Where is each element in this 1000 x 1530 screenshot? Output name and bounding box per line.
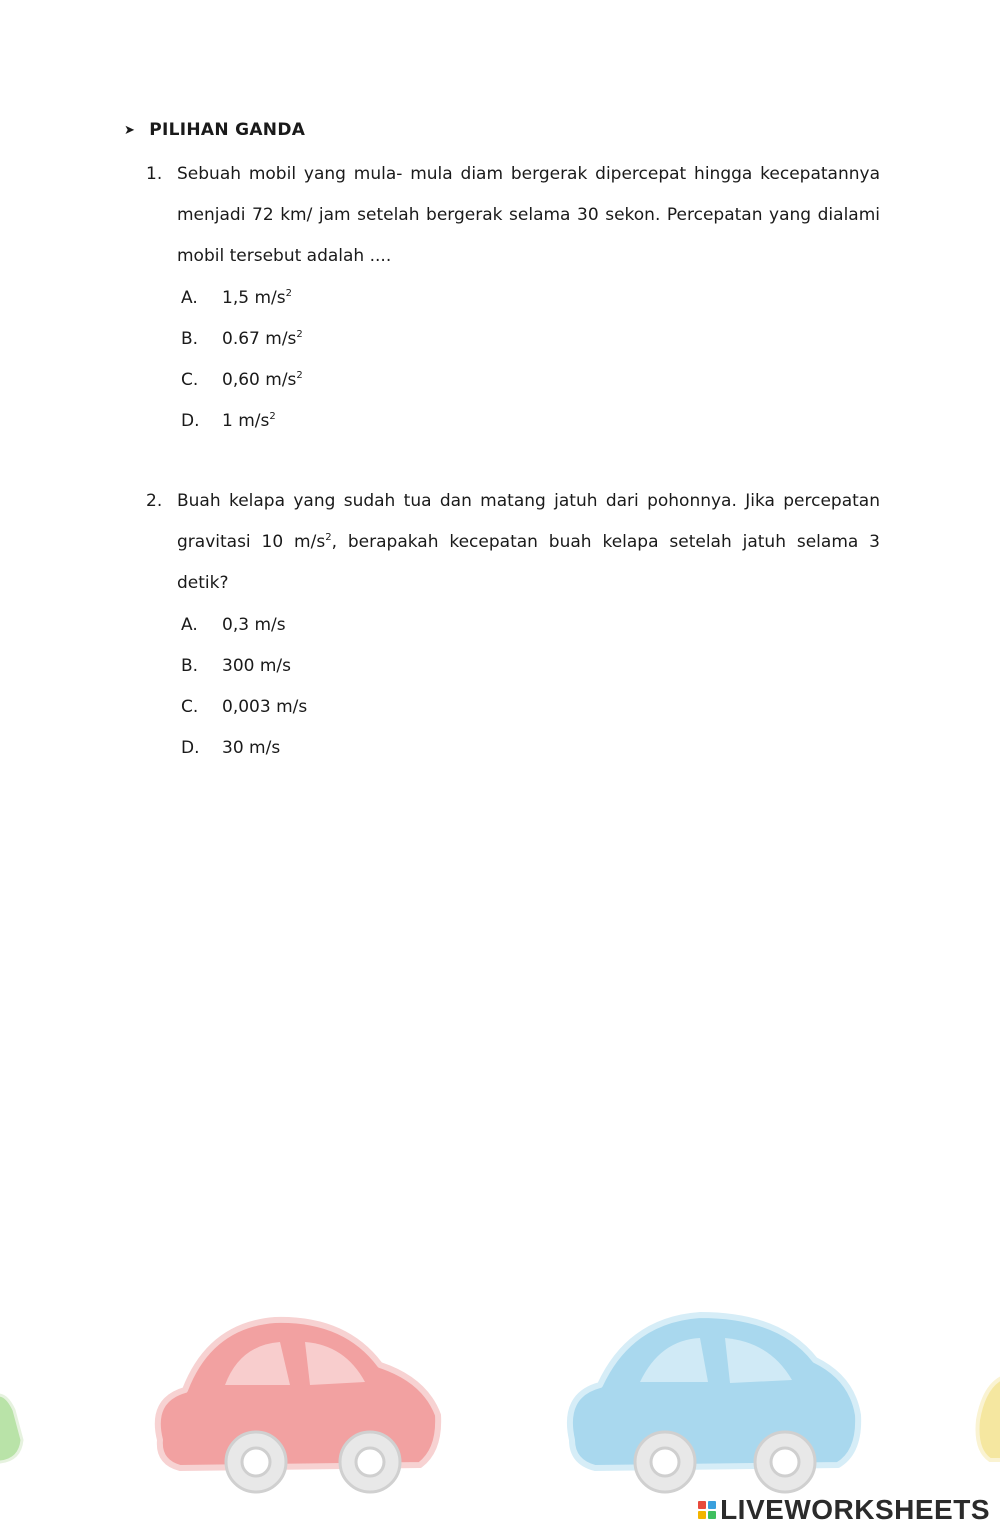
option-c[interactable] — [181, 359, 880, 400]
option-letter: C. — [181, 696, 199, 717]
option-d[interactable] — [181, 400, 880, 441]
liveworksheets-brand — [698, 1494, 990, 1526]
option-letter: D. — [181, 410, 200, 431]
section-title-text: PILIHAN GANDA — [149, 120, 306, 140]
option-letter: A. — [181, 614, 198, 635]
option-letter: D. — [181, 737, 200, 758]
question-number: 1. — [146, 164, 163, 184]
option-a[interactable] — [181, 604, 880, 645]
option-text: 0,003 m/s — [222, 696, 308, 717]
green-car-icon — [0, 1395, 22, 1462]
question-number: 2. — [146, 491, 163, 511]
red-car-icon — [158, 1320, 438, 1492]
yellow-car-icon — [978, 1375, 1000, 1460]
arrowhead-bullet-icon: ➤ — [124, 122, 136, 138]
question-text: Sebuah mobil yang mula- mula diam bergerak dipercepat hingga kecepatannya menjadi 72 km/ jam setelah bergerak selama 30 sekon. Percepatan yang dialami mobil tersebut adalah .... — [177, 164, 880, 266]
option-d[interactable] — [181, 727, 880, 768]
option-text: 30 m/s — [222, 737, 281, 758]
option-b[interactable] — [181, 318, 880, 359]
option-text: 1 $m/s^2$ — [222, 410, 276, 431]
liveworksheets-logo-icon — [698, 1501, 716, 1519]
option-text: 300 m/s — [222, 655, 291, 676]
option-c[interactable] — [181, 686, 880, 727]
option-a[interactable] — [181, 277, 880, 318]
answer-options — [181, 277, 880, 441]
question-1 — [146, 154, 880, 441]
option-text: 0.67 $m/s^2$ — [222, 328, 303, 349]
brand-label: LIVEWORKSHEETS — [720, 1494, 990, 1525]
option-letter: A. — [181, 287, 198, 308]
option-b[interactable] — [181, 645, 880, 686]
option-letter: C. — [181, 369, 199, 390]
option-letter: B. — [181, 328, 199, 349]
question-2 — [146, 481, 880, 768]
option-text: 0,60 $m/s^2$ — [222, 369, 303, 390]
answer-options — [181, 604, 880, 768]
option-text: 1,5 $m/s^2$ — [222, 287, 292, 308]
option-letter: B. — [181, 655, 199, 676]
option-text: 0,3 m/s — [222, 614, 286, 635]
question-text: Buah kelapa yang sudah tua dan matang jatuh dari pohonnya. Jika percepatan gravitasi 10 $m/s^2$, berapakah kecepatan buah kelapa setelah jatuh selama 3 detik? — [177, 491, 880, 593]
blue-car-icon — [570, 1315, 858, 1492]
section-title — [124, 120, 305, 140]
